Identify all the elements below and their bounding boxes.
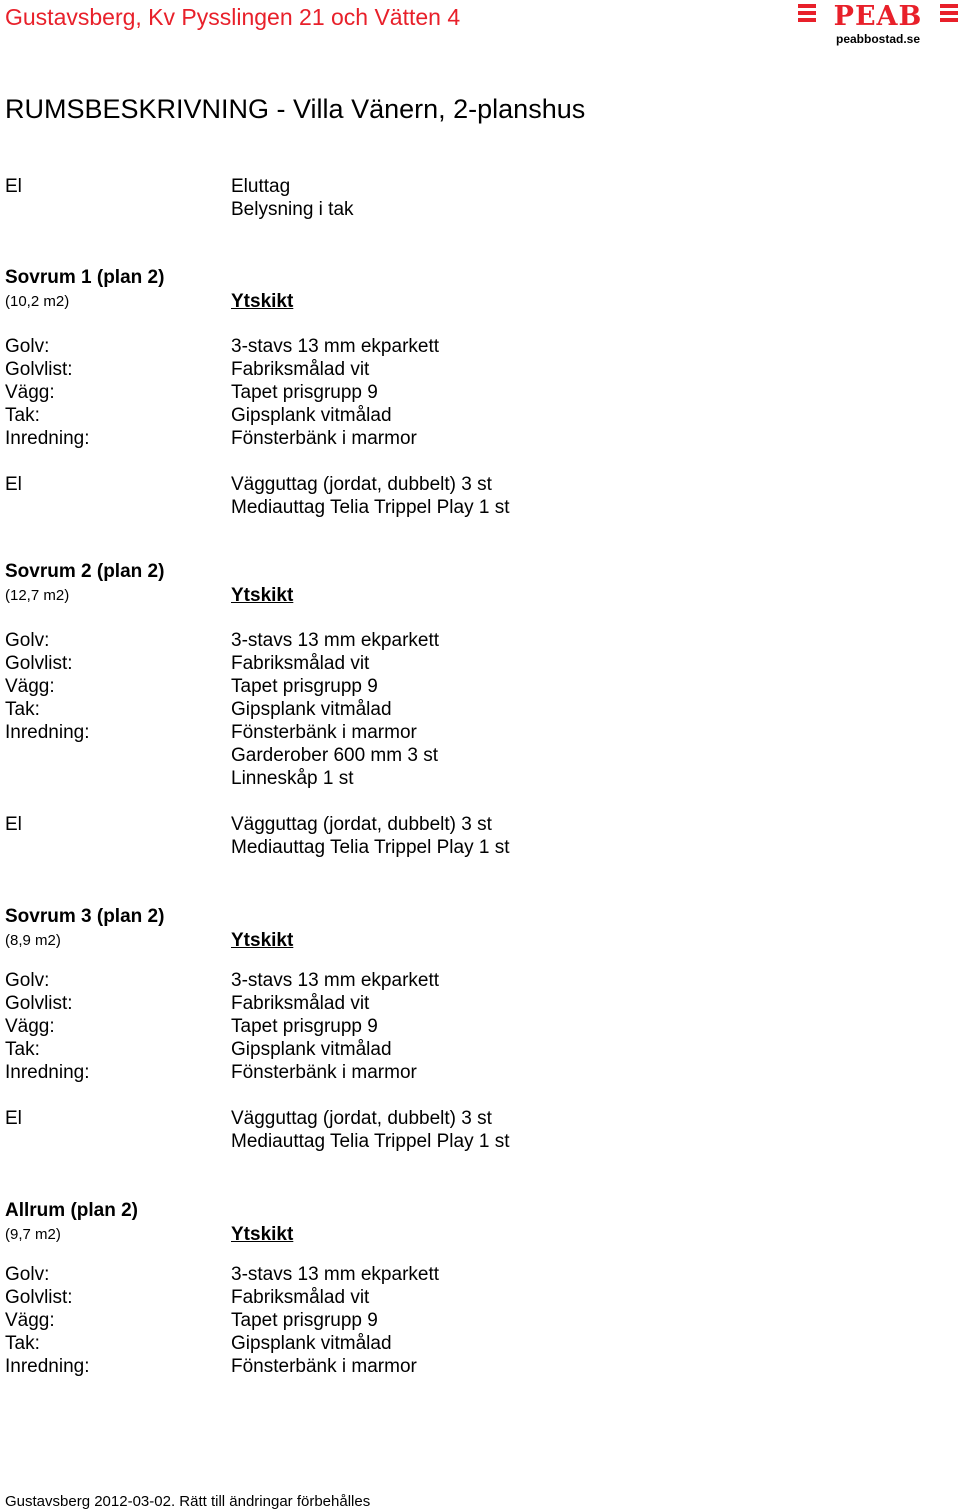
el-label: El [5, 176, 22, 197]
room-area: (8,9 m2) [5, 932, 61, 949]
el-label: El [5, 1108, 22, 1129]
ytskikt-heading: Ytskikt [231, 291, 294, 312]
el-item: Belysning i tak [231, 199, 354, 220]
room-area: (10,2 m2) [5, 293, 70, 310]
room-area: (12,7 m2) [5, 587, 70, 604]
vagg-label: Vägg: [5, 1310, 55, 1331]
tak-value: Gipsplank vitmålad [231, 699, 392, 720]
golv-label: Golv: [5, 1264, 50, 1285]
svg-text:peabbostad.se: peabbostad.se [835, 32, 921, 46]
tak-label: Tak: [5, 405, 40, 426]
inredning-value: Fönsterbänk i marmor [231, 1062, 417, 1083]
golv-value: 3-stavs 13 mm ekparkett [231, 630, 440, 651]
inredning-label: Inredning: [5, 1356, 90, 1377]
footer-text: Gustavsberg 2012-03-02. Rätt till ändringar förbehålles [5, 1493, 371, 1510]
room-area: (9,7 m2) [5, 1226, 61, 1243]
ytskikt-heading: Ytskikt [231, 1224, 294, 1245]
vagg-label: Vägg: [5, 676, 55, 697]
inredning-value: Linneskåp 1 st [231, 768, 354, 789]
vagg-label: Vägg: [5, 382, 55, 403]
tak-value: Gipsplank vitmålad [231, 1039, 392, 1060]
golvlist-label: Golvlist: [5, 993, 73, 1014]
el-item: Vägguttag (jordat, dubbelt) 3 st [231, 814, 492, 835]
golvlist-value: Fabriksmålad vit [231, 359, 370, 380]
el-item: Mediauttag Telia Trippel Play 1 st [231, 837, 510, 858]
inredning-label: Inredning: [5, 428, 90, 449]
inredning-label: Inredning: [5, 722, 90, 743]
tak-value: Gipsplank vitmålad [231, 405, 392, 426]
golv-label: Golv: [5, 970, 50, 991]
vagg-value: Tapet prisgrupp 9 [231, 382, 378, 403]
el-item: Eluttag [231, 176, 291, 197]
inredning-label: Inredning: [5, 1062, 90, 1083]
golv-label: Golv: [5, 336, 50, 357]
golvlist-label: Golvlist: [5, 359, 73, 380]
golv-value: 3-stavs 13 mm ekparkett [231, 970, 440, 991]
el-label: El [5, 474, 22, 495]
tak-label: Tak: [5, 699, 40, 720]
room-name: Allrum (plan 2) [5, 1200, 139, 1221]
el-item: Vägguttag (jordat, dubbelt) 3 st [231, 474, 492, 495]
svg-text:PEAB: PEAB [833, 2, 923, 32]
el-item: Vägguttag (jordat, dubbelt) 3 st [231, 1108, 492, 1129]
tak-label: Tak: [5, 1333, 40, 1354]
room-name: Sovrum 3 (plan 2) [5, 906, 165, 927]
el-item: Mediauttag Telia Trippel Play 1 st [231, 1131, 510, 1152]
room-name: Sovrum 1 (plan 2) [5, 267, 165, 288]
ytskikt-heading: Ytskikt [231, 585, 294, 606]
room-name: Sovrum 2 (plan 2) [5, 561, 165, 582]
golv-label: Golv: [5, 630, 50, 651]
golvlist-value: Fabriksmålad vit [231, 1287, 370, 1308]
golv-value: 3-stavs 13 mm ekparkett [231, 1264, 440, 1285]
inredning-value: Garderober 600 mm 3 st [231, 745, 438, 766]
tak-label: Tak: [5, 1039, 40, 1060]
vagg-value: Tapet prisgrupp 9 [231, 1310, 378, 1331]
golvlist-label: Golvlist: [5, 653, 73, 674]
golv-value: 3-stavs 13 mm ekparkett [231, 336, 440, 357]
el-label: El [5, 814, 22, 835]
golvlist-value: Fabriksmålad vit [231, 653, 370, 674]
project-title: Gustavsberg, Kv Pysslingen 21 och Vätten 4 [5, 4, 461, 30]
ytskikt-heading: Ytskikt [231, 930, 294, 951]
vagg-value: Tapet prisgrupp 9 [231, 1016, 378, 1037]
golvlist-value: Fabriksmålad vit [231, 993, 370, 1014]
golvlist-label: Golvlist: [5, 1287, 73, 1308]
tak-value: Gipsplank vitmålad [231, 1333, 392, 1354]
inredning-value: Fönsterbänk i marmor [231, 1356, 417, 1377]
el-item: Mediauttag Telia Trippel Play 1 st [231, 497, 510, 518]
inredning-value: Fönsterbänk i marmor [231, 722, 417, 743]
vagg-label: Vägg: [5, 1016, 55, 1037]
vagg-value: Tapet prisgrupp 9 [231, 676, 378, 697]
inredning-value: Fönsterbänk i marmor [231, 428, 417, 449]
peab-logo [798, 2, 958, 46]
page-title: RUMSBESKRIVNING - Villa Vänern, 2-planshus [5, 94, 586, 124]
